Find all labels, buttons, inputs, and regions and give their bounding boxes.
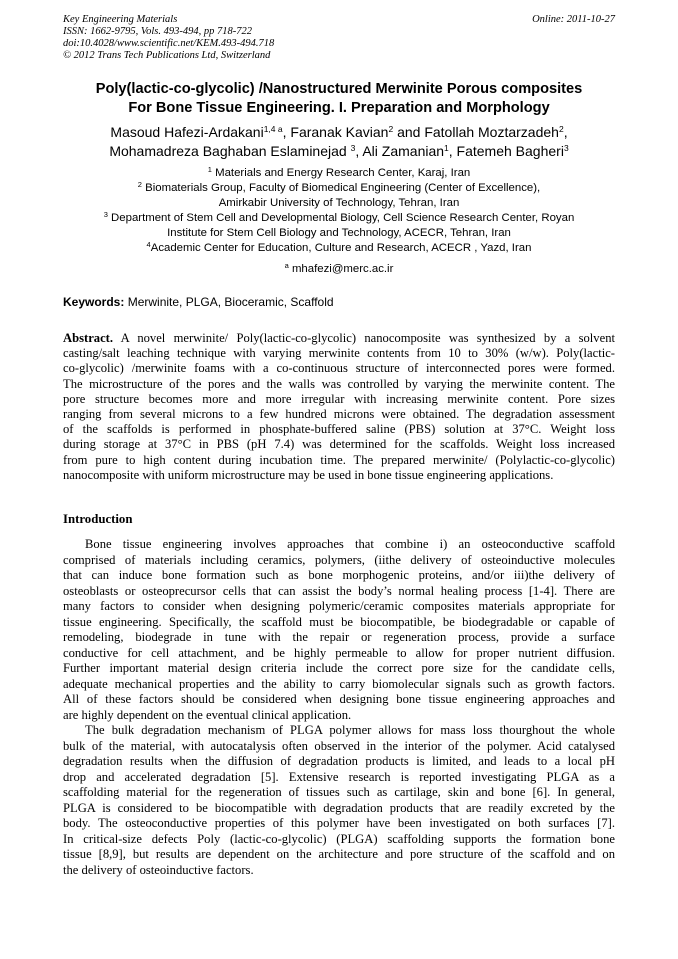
abstract-line: The microstructure of the pores and the walls was controlled by varying the merwinite content. The — [63, 376, 615, 391]
abstract-line: co-glycolic) /merwinite foams with a co-continuous structure of interconnected pores were formed. — [63, 361, 615, 376]
title-line-2: For Bone Tissue Engineering. I. Preparation and Morphology — [128, 100, 550, 116]
body-line: osteoblasts or osteoprecursor cells that can assist the body’s normal healing process [1-4]. There are — [63, 583, 615, 598]
title-line-1: Poly(lactic-co-glycolic) /Nanostructured Merwinite Porous composites — [95, 81, 583, 97]
keywords-colon: : — [120, 295, 125, 309]
email-link[interactable]: mhafezi@merc.ac.ir — [291, 263, 394, 275]
journal-doi: doi:10.4028/www.scientific.net/KEM.493-494.718 — [63, 38, 275, 49]
body-line: body. The osteoconductive properties of this polymer have been investigated on both surfaces [7]. — [63, 816, 615, 830]
corresponding-email — [40, 262, 638, 276]
affiliation-3 — [40, 211, 638, 226]
journal-header — [63, 14, 615, 62]
author-superscript: 3 — [350, 143, 356, 153]
affiliation-text: Biomaterials Group, Faculty of Biomedical Engineering (Center of Excellence), — [145, 182, 541, 194]
affiliation-3-cont: Institute for Stem Cell Biology and Technology, ACECR, Tehran, Iran — [167, 227, 511, 239]
affiliation-2 — [40, 181, 638, 196]
keywords-label: Keywords — [63, 295, 121, 309]
abstract-line: during storage at 37°C in PBS (pH 7.4) was determined for the scaffolds. Weight loss increased — [63, 437, 615, 452]
abstract-line — [63, 331, 615, 346]
author-name: Ali Zamanian — [362, 143, 445, 159]
keywords — [63, 295, 334, 309]
affiliation-marker: 1 — [207, 165, 212, 174]
author-name: Mohamadreza Baghaban Eslaminejad — [109, 143, 347, 159]
author-name: Faranak Kavian — [290, 124, 389, 140]
body-line: that can induce bone formation such as bone morphogenic proteins, and/or iii)the delivery of — [63, 568, 615, 582]
author-name: Fatollah Moztarzadeh — [424, 124, 559, 140]
body-line: conductive for cell attachment, and be highly permeable to allow for proper nutrient diffusion. — [63, 645, 615, 660]
introduction-heading: Introduction — [63, 512, 133, 526]
affiliation-text: Materials and Energy Research Center, Karaj, Iran — [215, 167, 471, 179]
body-line: many factors to consider when designing polymeric/ceramic composites materials appropriate for — [63, 599, 615, 613]
body-line: Further important material design criteria include the correct pore size for the candidate cells, — [63, 661, 615, 675]
author-name: Fatemeh Bagheri — [456, 143, 564, 159]
body-line: All of these factors should be considered when designing bone tissue engineering approaches and — [63, 692, 615, 706]
affiliation-marker: 3 — [103, 210, 108, 219]
body-line: Bone tissue engineering involves approaches that combine i) an osteoconductive scaffold — [85, 537, 615, 551]
abstract-line: ranging from several microns to a few hundred microns were obtained. The degradation assessment — [63, 407, 615, 422]
online-date: Online: 2011-10-27 — [532, 14, 615, 25]
journal-issn: ISSN: 1662-9795, Vols. 493-494, pp 718-722 — [63, 26, 252, 37]
body-line: PLGA is considered to be biocompatible with degradation products that are readily excreted by the — [63, 800, 615, 815]
journal-name: Key Engineering Materials — [63, 14, 178, 25]
author-superscript: 2 — [558, 124, 564, 134]
introduction-body — [63, 537, 615, 878]
keywords-text: Merwinite, PLGA, Bioceramic, Scaffold — [127, 295, 334, 309]
affiliation-4 — [40, 241, 638, 256]
abstract-line: from pure to high content during incubation time. The prepared merwinite/ (Polylactic-co-glycolic) — [63, 452, 615, 467]
body-line: The bulk degradation mechanism of PLGA polymer allows for mass loss thourghout the whole — [85, 723, 615, 737]
body-line: scaffolding material for the regeneration of tissues such as cartilage, skin and bone [6]. In general, — [63, 785, 615, 799]
body-line: bulk of the material, with autocatalysis often observed in the interior of the polymer. Acid catalysed — [63, 738, 615, 753]
body-line: adequate mechanical properties and the ability to carry biomolecular signals such as growth factors. — [63, 676, 615, 691]
author-conjunction: and — [397, 124, 421, 140]
body-line: are highly dependent on the eventual clinical application. — [63, 707, 352, 722]
abstract — [63, 331, 615, 483]
affiliations — [40, 166, 638, 256]
journal-copyright: © 2012 Trans Tech Publications Ltd, Switzerland — [63, 50, 271, 61]
author-list — [40, 123, 638, 161]
paper-title — [40, 80, 638, 118]
author-superscript: 2 — [388, 124, 394, 134]
body-line: In critical-size defects Poly (lactic-co-glycolic) (PLGA) scaffolding supports the formation bone — [63, 831, 615, 846]
author-superscript: 3 — [563, 143, 569, 153]
body-line: tissue engineering. Specifically, the scaffold must be biocompatible, be biodegradable or capable of — [63, 614, 615, 629]
affiliation-text: Department of Stem Cell and Developmental Biology, Cell Science Research Center, Royan — [111, 212, 575, 224]
abstract-line: pore structure becomes more and more irregular with increasing merwinite content. Pore sizes — [63, 391, 615, 406]
abstract-label: Abstract. — [63, 331, 114, 345]
body-line: degradation results when the diffusion of degradation products is limited, and leads to a local pH — [63, 754, 615, 768]
body-line: remodeling, biodegrade in tune with the repair or regeneration process, provide a surface — [63, 630, 615, 644]
author-superscript: 1 — [444, 143, 449, 153]
affiliation-1 — [40, 166, 638, 181]
affiliation-text: Academic Center for Education, Culture and Research, ACECR , Yazd, Iran — [150, 242, 532, 254]
abstract-text: A novel merwinite/ Poly(lactic-co-glycolic) nanocomposite was synthesized by a solvent — [120, 331, 615, 345]
body-line: tissue [8,9], but results are dependent on the architecture and pore structure of the scaffold and on — [63, 847, 615, 861]
author-name: Masoud Hafezi-Ardakani — [110, 124, 264, 140]
affiliation-marker: 4 — [146, 240, 151, 249]
body-line: comprised of materials including ceramics, polymers, (iithe delivery of osteoinductive molecules — [63, 552, 615, 567]
abstract-line: casting/salt leaching technique with varying merwinite contents from 10 to 30% (w/w). Poly(lactic- — [63, 346, 615, 361]
body-line: the delivery of osteoinductive factors. — [63, 862, 254, 877]
abstract-line: nanocomposite with uniform microstructure may be used in bone tissue engineering applications. — [63, 467, 554, 482]
email-marker: a — [284, 261, 289, 270]
author-superscript: 1,4 a — [263, 124, 283, 134]
body-line: drop and accelerated degradation [5]. Extensive research is reported investigating PLGA as a — [63, 769, 615, 784]
abstract-line: of the scaffolds is performed in phosphate-buffered saline (PBS) solution at 37°C. Weight loss — [63, 422, 615, 437]
author-row-2: Mohamadreza Baghaban Eslaminejad $^3$, Ali Zamanian$^1$, Fatemeh Bagheri$^3$ — [109, 143, 569, 159]
affiliation-2-cont: Amirkabir University of Technology, Tehran, Iran — [218, 197, 460, 209]
author-row-1: Masoud Hafezi-Ardakani$^{1,4 a}$, Faranak Kavian$^2$ and Fatollah Moztarzadeh$^2$, — [110, 124, 568, 140]
affiliation-marker: 2 — [137, 180, 142, 189]
